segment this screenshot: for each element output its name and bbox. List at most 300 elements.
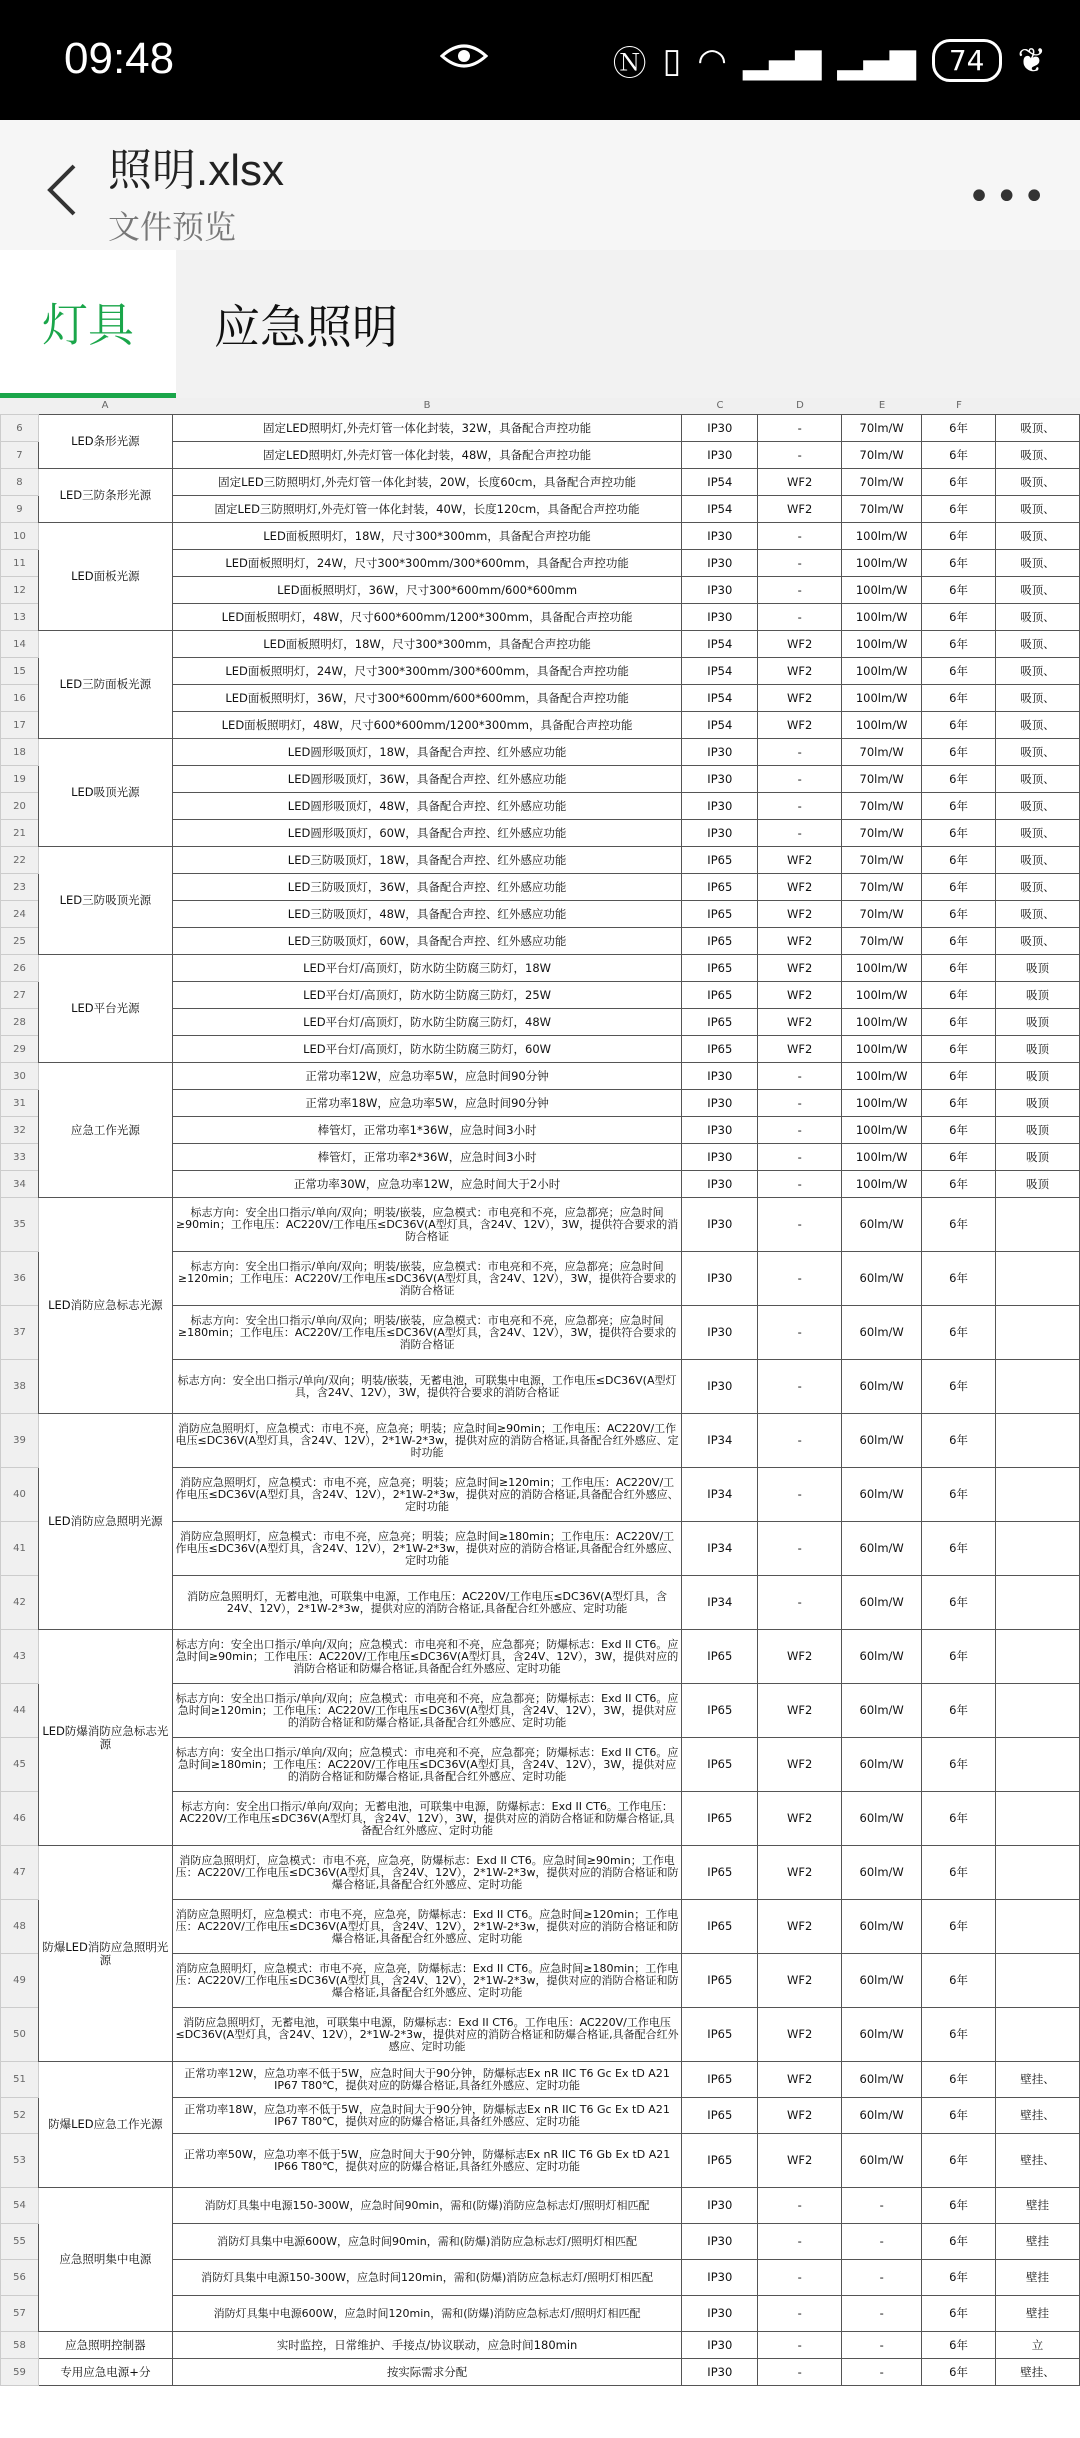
cell-e[interactable]: 70lm/W	[842, 469, 922, 496]
cell-g[interactable]: 吸顶	[996, 1009, 1080, 1036]
cell-n[interactable]: 12	[1, 577, 39, 604]
cell-c[interactable]: IP30	[682, 1252, 758, 1306]
cell-e[interactable]: 60lm/W	[842, 1792, 922, 1846]
cell-a[interactable]: LED三防面板光源	[38, 631, 172, 739]
cell-c[interactable]: IP54	[682, 469, 758, 496]
cell-n[interactable]: 49	[1, 1954, 39, 2008]
cell-n[interactable]: 58	[1, 2332, 39, 2359]
cell-g[interactable]: 吸顶	[996, 1063, 1080, 1090]
cell-d[interactable]: -	[758, 793, 842, 820]
cell-c[interactable]: IP65	[682, 1630, 758, 1684]
cell-n[interactable]: 51	[1, 2062, 39, 2098]
cell-g[interactable]: 吸顶、	[996, 496, 1080, 523]
cell-g[interactable]	[996, 1792, 1080, 1846]
cell-g[interactable]	[996, 1360, 1080, 1414]
cell-c[interactable]: IP65	[682, 1846, 758, 1900]
cell-e[interactable]: 70lm/W	[842, 793, 922, 820]
cell-g[interactable]	[996, 1198, 1080, 1252]
cell-c[interactable]: IP30	[682, 577, 758, 604]
cell-c[interactable]: IP30	[682, 523, 758, 550]
cell-e[interactable]: 70lm/W	[842, 874, 922, 901]
cell-d[interactable]: -	[758, 1144, 842, 1171]
cell-b[interactable]: 标志方向：安全出口指示/单向/双向；应急模式：市电亮和不亮，应急都亮；防爆标志：Exd II CT6。应急时间≥90min；工作电压：AC220V/工作电压≤DC36V(A型灯具，含24V、12V），3W，提供对应的消防合格证和防爆合格证,具备配合红外感应、定时功能	[172, 1630, 682, 1684]
cell-b[interactable]: LED面板照明灯，48W，尺寸600*600mm/1200*300mm，具备配合声控功能	[172, 604, 682, 631]
cell-e[interactable]: 70lm/W	[842, 739, 922, 766]
cell-e[interactable]: 60lm/W	[842, 1900, 922, 1954]
cell-e[interactable]: 60lm/W	[842, 1522, 922, 1576]
cell-f[interactable]: 6年	[922, 901, 996, 928]
cell-c[interactable]: IP30	[682, 415, 758, 442]
cell-c[interactable]: IP34	[682, 1468, 758, 1522]
cell-f[interactable]: 6年	[922, 523, 996, 550]
cell-f[interactable]: 6年	[922, 2098, 996, 2134]
cell-b[interactable]: LED面板照明灯，24W，尺寸300*300mm/300*600mm，具备配合声控功能	[172, 550, 682, 577]
cell-f[interactable]: 6年	[922, 658, 996, 685]
cell-g[interactable]	[996, 1252, 1080, 1306]
cell-e[interactable]: 70lm/W	[842, 442, 922, 469]
cell-f[interactable]: 6年	[922, 1576, 996, 1630]
cell-c[interactable]: IP54	[682, 685, 758, 712]
cell-n[interactable]: 31	[1, 1090, 39, 1117]
cell-c[interactable]: IP54	[682, 658, 758, 685]
cell-d[interactable]: WF2	[758, 469, 842, 496]
cell-n[interactable]: 34	[1, 1171, 39, 1198]
cell-g[interactable]	[996, 1954, 1080, 2008]
cell-g[interactable]: 吸顶、	[996, 442, 1080, 469]
cell-f[interactable]: 6年	[922, 469, 996, 496]
cell-e[interactable]: 100lm/W	[842, 631, 922, 658]
cell-b[interactable]: 消防灯具集中电源150-300W，应急时间120min，需和(防爆)消防应急标志灯/照明灯相匹配	[172, 2260, 682, 2296]
cell-c[interactable]: IP65	[682, 1954, 758, 2008]
cell-c[interactable]: IP65	[682, 874, 758, 901]
cell-n[interactable]: 22	[1, 847, 39, 874]
cell-e[interactable]: -	[842, 2332, 922, 2359]
cell-e[interactable]: 70lm/W	[842, 928, 922, 955]
cell-f[interactable]: 6年	[922, 1684, 996, 1738]
cell-c[interactable]: IP30	[682, 2260, 758, 2296]
cell-c[interactable]: IP65	[682, 2134, 758, 2188]
cell-n[interactable]: 37	[1, 1306, 39, 1360]
cell-e[interactable]: 60lm/W	[842, 1954, 922, 2008]
cell-c[interactable]: IP30	[682, 1306, 758, 1360]
cell-b[interactable]: 实时监控，日常维护、手接点/协议联动，应急时间180min	[172, 2332, 682, 2359]
cell-n[interactable]: 42	[1, 1576, 39, 1630]
cell-n[interactable]: 35	[1, 1198, 39, 1252]
cell-f[interactable]: 6年	[922, 766, 996, 793]
cell-e[interactable]: 60lm/W	[842, 1198, 922, 1252]
cell-g[interactable]: 壁挂、	[996, 2098, 1080, 2134]
cell-d[interactable]: -	[758, 1171, 842, 1198]
cell-c[interactable]: IP30	[682, 739, 758, 766]
cell-c[interactable]: IP30	[682, 1198, 758, 1252]
cell-c[interactable]: IP30	[682, 2359, 758, 2386]
cell-n[interactable]: 44	[1, 1684, 39, 1738]
cell-f[interactable]: 6年	[922, 604, 996, 631]
cell-d[interactable]: -	[758, 766, 842, 793]
cell-a[interactable]: 防爆LED应急工作光源	[38, 2062, 172, 2188]
cell-d[interactable]: -	[758, 739, 842, 766]
cell-f[interactable]: 6年	[922, 2224, 996, 2260]
cell-f[interactable]: 6年	[922, 2134, 996, 2188]
cell-n[interactable]: 15	[1, 658, 39, 685]
cell-c[interactable]: IP30	[682, 1090, 758, 1117]
cell-f[interactable]: 6年	[922, 1063, 996, 1090]
cell-d[interactable]: -	[758, 415, 842, 442]
cell-d[interactable]: WF2	[758, 1900, 842, 1954]
cell-f[interactable]: 6年	[922, 1630, 996, 1684]
cell-n[interactable]: 55	[1, 2224, 39, 2260]
cell-c[interactable]: IP65	[682, 1738, 758, 1792]
cell-f[interactable]: 6年	[922, 1846, 996, 1900]
cell-d[interactable]: WF2	[758, 1630, 842, 1684]
cell-g[interactable]: 吸顶、	[996, 901, 1080, 928]
cell-b[interactable]: LED三防吸顶灯，60W，具备配合声控、红外感应功能	[172, 928, 682, 955]
cell-e[interactable]: 60lm/W	[842, 1738, 922, 1792]
cell-f[interactable]: 6年	[922, 712, 996, 739]
cell-n[interactable]: 38	[1, 1360, 39, 1414]
cell-d[interactable]: -	[758, 2332, 842, 2359]
cell-b[interactable]: 标志方向：安全出口指示/单向/双向；应急模式：市电亮和不亮，应急都亮；防爆标志：Exd II CT6。应急时间≥120min；工作电压：AC220V/工作电压≤DC36V(A型灯具，含24V、12V），3W，提供对应的消防合格证和防爆合格证,具备配合红外感应、定时功能	[172, 1684, 682, 1738]
cell-d[interactable]: WF2	[758, 712, 842, 739]
cell-b[interactable]: 消防应急照明灯，无蓄电池，可联集中电源，防爆标志：Exd II CT6。工作电压：AC220V/工作电压≤DC36V(A型灯具，含24V、12V），2*1W-2*3w，提供对应的消防合格证和防爆合格证,具备配合红外感应、定时功能	[172, 2008, 682, 2062]
cell-c[interactable]: IP65	[682, 1036, 758, 1063]
cell-n[interactable]: 59	[1, 2359, 39, 2386]
cell-c[interactable]: IP30	[682, 442, 758, 469]
cell-b[interactable]: 标志方向：安全出口指示/单向/双向；明装/嵌装，无蓄电池，可联集中电源，工作电压≤DC36V(A型灯具，含24V、12V），3W，提供符合要求的消防合格证	[172, 1360, 682, 1414]
cell-e[interactable]: 100lm/W	[842, 1036, 922, 1063]
cell-f[interactable]: 6年	[922, 1252, 996, 1306]
cell-d[interactable]: WF2	[758, 1009, 842, 1036]
cell-e[interactable]: -	[842, 2260, 922, 2296]
cell-n[interactable]: 45	[1, 1738, 39, 1792]
cell-g[interactable]: 吸顶	[996, 1117, 1080, 1144]
cell-d[interactable]: -	[758, 2260, 842, 2296]
cell-e[interactable]: 100lm/W	[842, 1144, 922, 1171]
cell-n[interactable]: 43	[1, 1630, 39, 1684]
cell-b[interactable]: LED三防吸顶灯，36W，具备配合声控、红外感应功能	[172, 874, 682, 901]
cell-d[interactable]: WF2	[758, 496, 842, 523]
cell-b[interactable]: LED面板照明灯，24W，尺寸300*300mm/300*600mm，具备配合声控功能	[172, 658, 682, 685]
cell-f[interactable]: 6年	[922, 1792, 996, 1846]
cell-n[interactable]: 53	[1, 2134, 39, 2188]
cell-g[interactable]	[996, 1684, 1080, 1738]
cell-c[interactable]: IP34	[682, 1522, 758, 1576]
cell-d[interactable]: WF2	[758, 955, 842, 982]
cell-n[interactable]: 54	[1, 2188, 39, 2224]
cell-f[interactable]: 6年	[922, 2332, 996, 2359]
cell-f[interactable]: 6年	[922, 739, 996, 766]
cell-b[interactable]: LED圆形吸顶灯，18W，具备配合声控、红外感应功能	[172, 739, 682, 766]
cell-c[interactable]: IP65	[682, 901, 758, 928]
cell-d[interactable]: -	[758, 604, 842, 631]
cell-e[interactable]: 60lm/W	[842, 2098, 922, 2134]
cell-b[interactable]: LED面板照明灯，36W，尺寸300*600mm/600*600mm	[172, 577, 682, 604]
cell-g[interactable]: 壁挂	[996, 2224, 1080, 2260]
cell-c[interactable]: IP54	[682, 712, 758, 739]
cell-g[interactable]: 吸顶、	[996, 469, 1080, 496]
cell-e[interactable]: 100lm/W	[842, 1171, 922, 1198]
back-icon[interactable]	[40, 160, 84, 220]
cell-d[interactable]: -	[758, 2188, 842, 2224]
cell-e[interactable]: 100lm/W	[842, 955, 922, 982]
cell-e[interactable]: 70lm/W	[842, 766, 922, 793]
cell-c[interactable]: IP34	[682, 1414, 758, 1468]
cell-b[interactable]: LED圆形吸顶灯，48W，具备配合声控、红外感应功能	[172, 793, 682, 820]
spreadsheet-view[interactable]	[0, 398, 1080, 2438]
cell-g[interactable]: 壁挂	[996, 2260, 1080, 2296]
cell-b[interactable]: LED平台灯/高顶灯，防水防尘防腐三防灯，60W	[172, 1036, 682, 1063]
cell-f[interactable]: 6年	[922, 2188, 996, 2224]
cell-f[interactable]: 6年	[922, 955, 996, 982]
cell-d[interactable]: WF2	[758, 658, 842, 685]
more-icon[interactable]: •••	[967, 174, 1050, 220]
cell-n[interactable]: 10	[1, 523, 39, 550]
cell-a[interactable]: 专用应急电源+分	[38, 2359, 172, 2386]
cell-e[interactable]: 70lm/W	[842, 901, 922, 928]
cell-b[interactable]: 消防应急照明灯，应急模式：市电不亮，应急亮，防爆标志：Exd II CT6。应急时间≥180min；工作电压：AC220V/工作电压≤DC36V(A型灯具，含24V、12V），2*1W-2*3w，提供对应的消防合格证和防爆合格证,具备配合红外感应、定时功能	[172, 1954, 682, 2008]
cell-n[interactable]: 27	[1, 982, 39, 1009]
cell-n[interactable]: 25	[1, 928, 39, 955]
cell-b[interactable]: 正常功率30W，应急功率12W，应急时间大于2小时	[172, 1171, 682, 1198]
cell-a[interactable]: LED条形光源	[38, 415, 172, 469]
cell-g[interactable]	[996, 1630, 1080, 1684]
cell-a[interactable]: LED面板光源	[38, 523, 172, 631]
cell-g[interactable]: 壁挂	[996, 2296, 1080, 2332]
cell-g[interactable]: 吸顶、	[996, 820, 1080, 847]
cell-c[interactable]: IP65	[682, 1684, 758, 1738]
cell-f[interactable]: 6年	[922, 2260, 996, 2296]
cell-b[interactable]: 消防应急照明灯，应急模式：市电不亮，应急亮；明装；应急时间≥90min；工作电压：AC220V/工作电压≤DC36V(A型灯具，含24V、12V），2*1W-2*3w，提供对应的消防合格证,具备配合红外感应、定时功能	[172, 1414, 682, 1468]
cell-b[interactable]: 消防灯具集中电源600W，应急时间90min，需和(防爆)消防应急标志灯/照明灯相匹配	[172, 2224, 682, 2260]
cell-e[interactable]: 60lm/W	[842, 1846, 922, 1900]
cell-g[interactable]: 吸顶、	[996, 874, 1080, 901]
cell-c[interactable]: IP30	[682, 766, 758, 793]
cell-c[interactable]: IP30	[682, 2332, 758, 2359]
cell-e[interactable]: 60lm/W	[842, 1630, 922, 1684]
cell-g[interactable]: 吸顶、	[996, 550, 1080, 577]
cell-g[interactable]: 吸顶	[996, 982, 1080, 1009]
cell-b[interactable]: LED面板照明灯，18W，尺寸300*300mm，具备配合声控功能	[172, 631, 682, 658]
cell-d[interactable]: -	[758, 1414, 842, 1468]
cell-g[interactable]	[996, 1306, 1080, 1360]
cell-d[interactable]: WF2	[758, 982, 842, 1009]
cell-n[interactable]: 57	[1, 2296, 39, 2332]
cell-n[interactable]: 17	[1, 712, 39, 739]
cell-g[interactable]: 吸顶、	[996, 523, 1080, 550]
cell-b[interactable]: 棒管灯，正常功率1*36W，应急时间3小时	[172, 1117, 682, 1144]
cell-e[interactable]: -	[842, 2359, 922, 2386]
cell-f[interactable]: 6年	[922, 1414, 996, 1468]
cell-f[interactable]: 6年	[922, 550, 996, 577]
cell-d[interactable]: WF2	[758, 1846, 842, 1900]
cell-n[interactable]: 21	[1, 820, 39, 847]
cell-c[interactable]: IP65	[682, 2062, 758, 2098]
cell-c[interactable]: IP30	[682, 1117, 758, 1144]
cell-b[interactable]: LED圆形吸顶灯，36W，具备配合声控、红外感应功能	[172, 766, 682, 793]
cell-a[interactable]: 应急照明控制器	[38, 2332, 172, 2359]
cell-e[interactable]: 100lm/W	[842, 604, 922, 631]
cell-d[interactable]: WF2	[758, 1792, 842, 1846]
cell-e[interactable]: 60lm/W	[842, 1684, 922, 1738]
cell-d[interactable]: WF2	[758, 631, 842, 658]
cell-e[interactable]: 100lm/W	[842, 1117, 922, 1144]
cell-d[interactable]: WF2	[758, 2062, 842, 2098]
cell-c[interactable]: IP30	[682, 793, 758, 820]
cell-e[interactable]: 60lm/W	[842, 2134, 922, 2188]
cell-f[interactable]: 6年	[922, 1522, 996, 1576]
cell-a[interactable]: LED消防应急照明光源	[38, 1414, 172, 1630]
cell-c[interactable]: IP30	[682, 1171, 758, 1198]
cell-e[interactable]: 60lm/W	[842, 1414, 922, 1468]
cell-c[interactable]: IP65	[682, 2098, 758, 2134]
cell-f[interactable]: 6年	[922, 2296, 996, 2332]
cell-a[interactable]: 防爆LED消防应急照明光源	[38, 1846, 172, 2062]
cell-n[interactable]: 20	[1, 793, 39, 820]
cell-f[interactable]: 6年	[922, 1900, 996, 1954]
cell-f[interactable]: 6年	[922, 982, 996, 1009]
cell-f[interactable]: 6年	[922, 1036, 996, 1063]
cell-b[interactable]: LED圆形吸顶灯，60W，具备配合声控、红外感应功能	[172, 820, 682, 847]
cell-c[interactable]: IP54	[682, 496, 758, 523]
cell-d[interactable]: -	[758, 1090, 842, 1117]
cell-b[interactable]: 固定LED照明灯,外壳灯管一体化封装，48W，具备配合声控功能	[172, 442, 682, 469]
cell-d[interactable]: WF2	[758, 685, 842, 712]
cell-d[interactable]: WF2	[758, 901, 842, 928]
cell-a[interactable]: LED平台光源	[38, 955, 172, 1063]
cell-d[interactable]: WF2	[758, 2134, 842, 2188]
cell-f[interactable]: 6年	[922, 1171, 996, 1198]
cell-g[interactable]: 吸顶	[996, 1090, 1080, 1117]
cell-e[interactable]: 100lm/W	[842, 1090, 922, 1117]
cell-e[interactable]: 60lm/W	[842, 1360, 922, 1414]
cell-f[interactable]: 6年	[922, 2008, 996, 2062]
cell-n[interactable]: 47	[1, 1846, 39, 1900]
cell-g[interactable]: 吸顶、	[996, 739, 1080, 766]
cell-c[interactable]: IP30	[682, 550, 758, 577]
cell-e[interactable]: 60lm/W	[842, 2062, 922, 2098]
cell-b[interactable]: LED面板照明灯，18W，尺寸300*300mm，具备配合声控功能	[172, 523, 682, 550]
cell-g[interactable]: 吸顶	[996, 955, 1080, 982]
cell-g[interactable]: 吸顶、	[996, 604, 1080, 631]
cell-n[interactable]: 46	[1, 1792, 39, 1846]
cell-e[interactable]: 100lm/W	[842, 982, 922, 1009]
cell-b[interactable]: 消防应急照明灯，应急模式：市电不亮，应急亮；明装；应急时间≥120min；工作电压：AC220V/工作电压≤DC36V(A型灯具，含24V、12V），2*1W-2*3w，提供对应的消防合格证,具备配合红外感应、定时功能	[172, 1468, 682, 1522]
cell-g[interactable]: 吸顶、	[996, 631, 1080, 658]
cell-a[interactable]: LED消防应急标志光源	[38, 1198, 172, 1414]
cell-g[interactable]: 壁挂、	[996, 2359, 1080, 2386]
cell-n[interactable]: 28	[1, 1009, 39, 1036]
cell-g[interactable]: 吸顶、	[996, 928, 1080, 955]
cell-b[interactable]: 消防应急照明灯，应急模式：市电不亮，应急亮，防爆标志：Exd II CT6。应急时间≥90min；工作电压：AC220V/工作电压≤DC36V(A型灯具，含24V、12V），2*1W-2*3w，提供对应的消防合格证和防爆合格证,具备配合红外感应、定时功能	[172, 1846, 682, 1900]
cell-n[interactable]: 40	[1, 1468, 39, 1522]
cell-f[interactable]: 6年	[922, 1117, 996, 1144]
cell-d[interactable]: -	[758, 523, 842, 550]
cell-e[interactable]: -	[842, 2188, 922, 2224]
cell-f[interactable]: 6年	[922, 631, 996, 658]
cell-c[interactable]: IP30	[682, 604, 758, 631]
cell-f[interactable]: 6年	[922, 1468, 996, 1522]
cell-b[interactable]: LED平台灯/高顶灯，防水防尘防腐三防灯，18W	[172, 955, 682, 982]
cell-b[interactable]: 标志方向：安全出口指示/单向/双向；明装/嵌装，应急模式：市电亮和不亮，应急都亮；应急时间≥120min；工作电压：AC220V/工作电压≤DC36V(A型灯具，含24V、12V），3W，提供符合要求的消防合格证	[172, 1252, 682, 1306]
cell-e[interactable]: -	[842, 2296, 922, 2332]
cell-b[interactable]: 固定LED照明灯,外壳灯管一体化封装，32W，具备配合声控功能	[172, 415, 682, 442]
cell-d[interactable]: WF2	[758, 1738, 842, 1792]
cell-f[interactable]: 6年	[922, 577, 996, 604]
cell-f[interactable]: 6年	[922, 793, 996, 820]
cell-b[interactable]: 正常功率50W，应急功率不低于5W，应急时间大于90分钟，防爆标志Ex nR IIC T6 Gb Ex tD A21 IP66 T80℃，提供对应的防爆合格证,具备红外感应、定时功能	[172, 2134, 682, 2188]
cell-c[interactable]: IP30	[682, 1063, 758, 1090]
cell-d[interactable]: -	[758, 1252, 842, 1306]
cell-b[interactable]: LED平台灯/高顶灯，防水防尘防腐三防灯，25W	[172, 982, 682, 1009]
cell-d[interactable]: WF2	[758, 1036, 842, 1063]
cell-g[interactable]: 壁挂、	[996, 2134, 1080, 2188]
cell-e[interactable]: 100lm/W	[842, 550, 922, 577]
cell-n[interactable]: 26	[1, 955, 39, 982]
cell-d[interactable]: WF2	[758, 2098, 842, 2134]
cell-f[interactable]: 6年	[922, 1198, 996, 1252]
cell-b[interactable]: LED三防吸顶灯，48W，具备配合声控、红外感应功能	[172, 901, 682, 928]
cell-e[interactable]: 70lm/W	[842, 496, 922, 523]
cell-n[interactable]: 32	[1, 1117, 39, 1144]
cell-c[interactable]: IP65	[682, 955, 758, 982]
cell-f[interactable]: 6年	[922, 2062, 996, 2098]
cell-g[interactable]	[996, 1900, 1080, 1954]
cell-c[interactable]: IP30	[682, 2224, 758, 2260]
cell-b[interactable]: LED面板照明灯，36W，尺寸300*600mm/600*600mm，具备配合声控功能	[172, 685, 682, 712]
cell-a[interactable]: 应急工作光源	[38, 1063, 172, 1198]
cell-n[interactable]: 30	[1, 1063, 39, 1090]
cell-a[interactable]: LED三防条形光源	[38, 469, 172, 523]
cell-n[interactable]: 56	[1, 2260, 39, 2296]
cell-d[interactable]: -	[758, 1468, 842, 1522]
cell-g[interactable]	[996, 1414, 1080, 1468]
cell-e[interactable]: 100lm/W	[842, 577, 922, 604]
cell-e[interactable]: 70lm/W	[842, 847, 922, 874]
cell-g[interactable]: 吸顶、	[996, 847, 1080, 874]
cell-d[interactable]: WF2	[758, 874, 842, 901]
cell-e[interactable]: -	[842, 2224, 922, 2260]
cell-b[interactable]: 消防应急照明灯，应急模式：市电不亮，应急亮；明装；应急时间≥180min；工作电压：AC220V/工作电压≤DC36V(A型灯具，含24V、12V），2*1W-2*3w，提供对应的消防合格证,具备配合红外感应、定时功能	[172, 1522, 682, 1576]
cell-f[interactable]: 6年	[922, 1360, 996, 1414]
cell-d[interactable]: WF2	[758, 1954, 842, 2008]
cell-c[interactable]: IP30	[682, 820, 758, 847]
cell-g[interactable]	[996, 1468, 1080, 1522]
cell-d[interactable]: -	[758, 1198, 842, 1252]
cell-g[interactable]: 吸顶、	[996, 712, 1080, 739]
cell-g[interactable]: 壁挂、	[996, 2062, 1080, 2098]
cell-c[interactable]: IP65	[682, 847, 758, 874]
cell-d[interactable]: -	[758, 2224, 842, 2260]
cell-n[interactable]: 8	[1, 469, 39, 496]
cell-g[interactable]: 吸顶、	[996, 685, 1080, 712]
cell-f[interactable]: 6年	[922, 847, 996, 874]
cell-d[interactable]: -	[758, 1576, 842, 1630]
cell-d[interactable]: -	[758, 1360, 842, 1414]
cell-b[interactable]: 标志方向：安全出口指示/单向/双向；无蓄电池，可联集中电源，防爆标志：Exd II CT6。工作电压：AC220V/工作电压≤DC36V(A型灯具，含24V、12V），3W，提供对应的消防合格证和防爆合格证,具备配合红外感应、定时功能	[172, 1792, 682, 1846]
cell-c[interactable]: IP30	[682, 2296, 758, 2332]
cell-f[interactable]: 6年	[922, 1738, 996, 1792]
cell-d[interactable]: -	[758, 1063, 842, 1090]
cell-n[interactable]: 41	[1, 1522, 39, 1576]
cell-n[interactable]: 18	[1, 739, 39, 766]
cell-c[interactable]: IP30	[682, 1360, 758, 1414]
cell-n[interactable]: 39	[1, 1414, 39, 1468]
cell-g[interactable]: 立	[996, 2332, 1080, 2359]
cell-b[interactable]: 消防灯具集中电源600W，应急时间120min，需和(防爆)消防应急标志灯/照明灯相匹配	[172, 2296, 682, 2332]
cell-e[interactable]: 100lm/W	[842, 685, 922, 712]
cell-n[interactable]: 13	[1, 604, 39, 631]
cell-b[interactable]: LED三防吸顶灯，18W，具备配合声控、红外感应功能	[172, 847, 682, 874]
